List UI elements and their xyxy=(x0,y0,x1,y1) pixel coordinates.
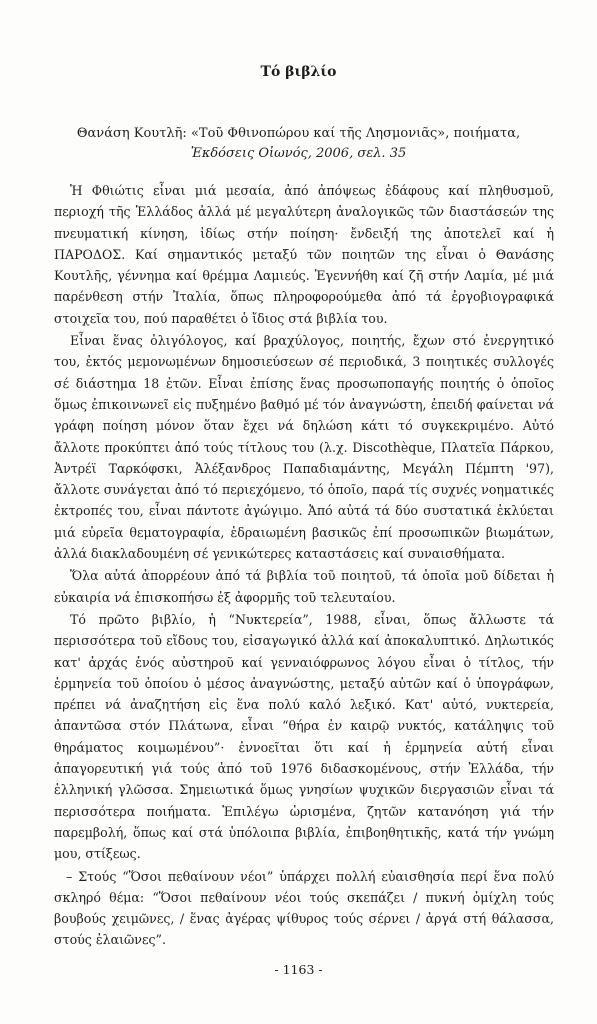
page-number: - 1163 - xyxy=(274,962,323,977)
paragraph: Τό πρῶτο βιβλίο, ἡ “Νυκτερεία”, 1988, εἶναι, ὅπως ἄλλωστε τά περισσότερα τοῦ εἴδους του, εἰσαγωγικό ἀλλά καί ἀποκαλυπτικό. Δηλωτικός κατ' ἀρχάς ἑνός αὐστηροῦ καί γενναιόφρωνος λόγου εἶναι ὁ τίτλος, τήν ἑρμηνεία τοῦ ὁποίου ὁ μέσος ἀναγνώστης, μεταξύ αὐτῶν καί ὁ ὑπογράφων, πρέπει νά ἀναζητήση εἰς ἕνα πολύ καλό λεξικό. Κατ' αὐτό, νυκτερεία, ἀπαντῶσα στόν Πλάτωνα, εἶναι “θήρα ἐν καιρῷ νυκτός, κατάληψις τοῦ θηράματος κοιμωμένου”· ἐννοεῖται ὅτι καί ἡ ἑρμηνεία αὐτή εἶναι ἀπαγορευτική γιά τούς ἀπό τοῦ 1976 διδασκομένους, στήν Ἑλλάδα, τήν ἑλληνική γλῶσσα. Σημειωτικά ὅμως γνησίων ψυχικῶν διεργασιῶν εἶναι τά περισσότερα ποιήματα. Ἐπιλέγω ὡρισμένα, ζητῶν κατανόηση γιά τήν παρεμβολή, ὅπως καί στά ὑπόλοιπα βιβλία, ἐπιβοηθητικῆς, κατά τήν γνώμη μου, στίξεως. xyxy=(54,611,554,862)
page-title: Τό βιβλίο xyxy=(260,64,337,80)
paragraph: – Στούς “Ὅσοι πεθαίνουν νέοι” ὑπάρχει πολλή εὐαισθησία περί ἕνα πολύ σκληρό θέμα: “Ὅσοι πεθαίνουν νέοι τούς σκεπάζει / πυκνή ὀμίχλη τούς βουβούς χειμῶνες, / ἕνας ἀγέρας ψίθυρος τούς σέρνει / ἀργά στή θάλασσα, στούς ἐλαιῶνες”. xyxy=(54,868,554,948)
paragraph: Εἶναι ἕνας ὀλιγόλογος, καί βραχύλογος, ποιητής, ἔχων στό ἐνεργητικό του, ἐκτός μεμονωμένων δημοσιεύσεων σέ περιοδικά, 3 ποιητικές συλλογές σέ διάστημα 18 ἐτῶν. Εἶναι ἐπίσης ἕνας προσωποπαγής ποιητής ὁ ὁποῖος ὅμως ἐπικοινωνεῖ εἰς πυξημένο βαθμό μέ τόν ἀναγνώστη, ἐπειδή φαίνεται νά γράφη ποίηση μόνον ὅταν ἔχει νά δηλώση κάτι τό συγκεκριμένο. Αὐτό ἄλλοτε προκύπτει ἀπό τούς τίτλους του (λ.χ. Discothèque, Πλατεῖα Πάρκου, Ἀντρέϊ Ταρκόφσκι, Ἀλέξανδρος Παπαδιαμάντης, Μεγάλη Πέμπτη '97), ἄλλοτε συνάγεται ἀπό τό περιεχόμενο, τό ὁποῖο, παρά τίς συχνές νοηματικές ἐκτροπές του, εἶναι πάντοτε ἀγώγιμο. Ἀπό αὐτά τά δύο συστατικά ἐκλύεται μιά εὐρεῖα θεματογραφία, ἑδραιωμένη βασικῶς ἐπί προσωπικῶν βιωμάτων, ἀλλά διακλαδουμένη σέ γενικώτερες καταστάσεις καί συναισθήματα. xyxy=(54,333,554,562)
book-citation xyxy=(60,124,537,164)
paragraph: Ὅλα αὐτά ἀπορρέουν ἀπό τά βιβλία τοῦ ποιητοῦ, τά ὁποῖα μοῦ δίδεται ἡ εὐκαιρία νά ἐπισκοπήσω ἐξ ἀφορμῆς τοῦ τελευταίου. xyxy=(54,568,554,605)
paragraph: Ἡ Φθιώτις εἶναι μιά μεσαία, ἀπό ἀπόψεως ἐδάφους καί πληθυσμοῦ, περιοχή τῆς Ἑλλάδος ἀλλά μέ μεγαλύτερη ἀναλογικῶς τῶν διαστάσεών της πνευματική κίνηση, ἰδίως στήν ποίηση· ἔνδειξή της ἀποτελεῖ καί ἡ ΠΑΡΟΔΟΣ. Καί σημαντικός μεταξύ τῶν ποιητῶν της εἶναι ὁ Θανάσης Κουτλῆς, γέννημα καί θρέμμα Λαμιεύς. Ἐγεννήθη καί ζῆ στήν Λαμία, μέ μιά παρένθεση στήν Ἰταλία, ὅπως πληροφορούμεθα ἀπό τά ἐργοβιογραφικά στοιχεῖα του, πού παραθέτει ὁ ἴδιος στά βιβλία του. xyxy=(54,183,554,326)
article-body xyxy=(54,180,554,951)
citation-line-2: Ἐκδόσεις Οἰωνός, 2006, σελ. 35 xyxy=(190,146,407,161)
citation-line-1: Θανάση Κουτλῆ: «Τοῦ Φθινοπώρου καί τῆς Λησμονιᾶς», ποιήματα, xyxy=(76,126,521,141)
